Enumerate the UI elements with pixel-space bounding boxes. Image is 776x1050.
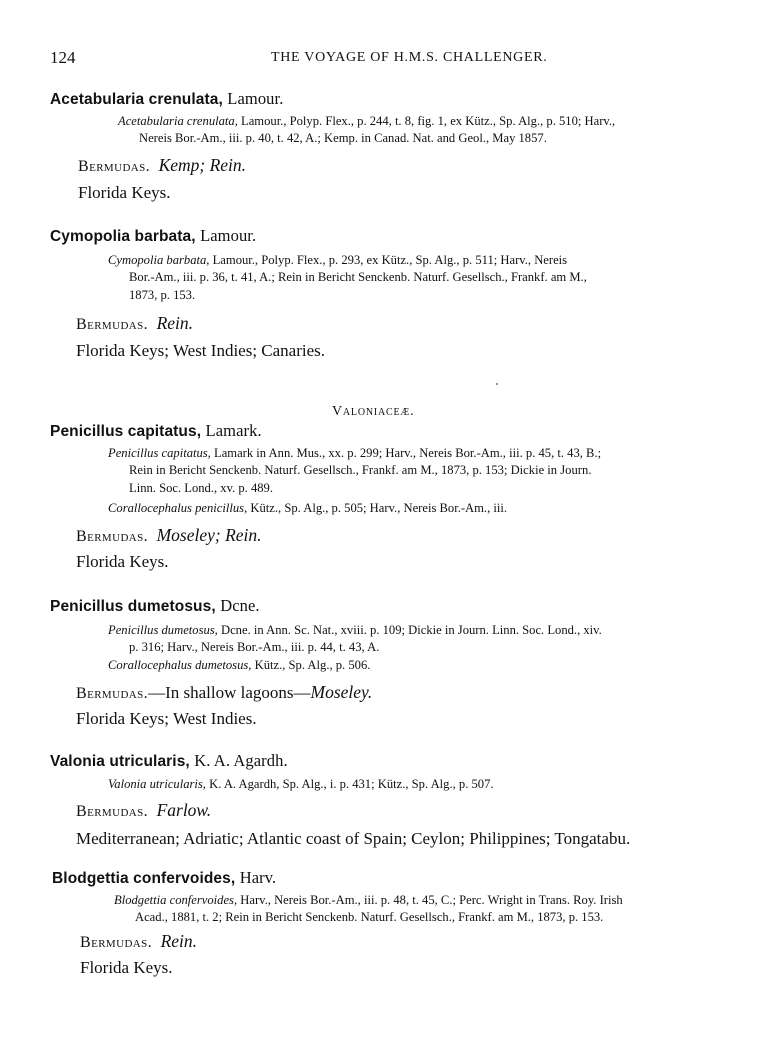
species-authority: K. A. Agardh. bbox=[194, 751, 288, 770]
locality-label: Bermudas. bbox=[76, 685, 149, 702]
reference-block bbox=[114, 892, 623, 927]
reference-block bbox=[118, 113, 615, 148]
locality-label: Bermudas. bbox=[78, 158, 151, 175]
locality-primary bbox=[76, 525, 262, 546]
locality-primary bbox=[76, 313, 193, 334]
locality-primary bbox=[76, 682, 372, 703]
locality-label: Bermudas. bbox=[76, 316, 149, 333]
reference-line: K. A. Agardh, Sp. Alg., i. p. 431; Kütz., Sp. Alg., p. 507. bbox=[209, 777, 494, 791]
reference-line: Harv., Nereis Bor.-Am., iii. p. 48, t. 45, C.; Perc. Wright in Trans. Roy. Irish bbox=[240, 893, 623, 907]
habitat-note: —In shallow lagoons— bbox=[148, 683, 311, 702]
species-name bbox=[50, 89, 283, 109]
running-title: THE VOYAGE OF H.M.S. CHALLENGER. bbox=[271, 50, 548, 65]
reference-line: Nereis Bor.-Am., iii. p. 40, t. 42, A.; Kemp. in Canad. Nat. and Geol., May 1857. bbox=[139, 131, 547, 146]
reference-block bbox=[108, 445, 601, 497]
reference-block bbox=[108, 500, 507, 517]
locality-secondary: Florida Keys; West Indies; Canaries. bbox=[76, 341, 326, 360]
species-binomial: Acetabularia crenulata, bbox=[50, 91, 223, 108]
print-speck bbox=[496, 383, 498, 385]
collector-names: Moseley; Rein. bbox=[156, 525, 262, 545]
species-binomial: Valonia utricularis, bbox=[50, 753, 190, 770]
reference-line: Bor.-Am., iii. p. 36, t. 41, A.; Rein in Bericht Senckenb. Naturf. Gesellsch., Frankf. am M., bbox=[129, 270, 587, 285]
synonym: Penicillus capitatus, bbox=[108, 446, 211, 460]
locality-secondary: Florida Keys. bbox=[76, 552, 169, 571]
species-binomial: Cymopolia barbata, bbox=[50, 228, 196, 245]
synonym: Corallocephalus dumetosus, bbox=[108, 658, 252, 672]
reference-line: Lamark in Ann. Mus., xx. p. 299; Harv., Nereis Bor.-Am., iii. p. 45, t. 43, B.; bbox=[214, 446, 602, 460]
species-authority: Harv. bbox=[239, 868, 277, 887]
reference-block bbox=[108, 622, 602, 657]
species-binomial: Blodgettia confervoides, bbox=[52, 870, 236, 887]
synonym: Acetabularia crenulata, bbox=[118, 114, 238, 128]
species-name bbox=[50, 421, 262, 441]
reference-block bbox=[108, 252, 587, 304]
locality-primary bbox=[80, 931, 197, 952]
reference-line: Lamour., Polyp. Flex., p. 244, t. 8, fig. 1, ex Kütz., Sp. Alg., p. 510; Harv., bbox=[241, 114, 616, 128]
species-authority: Lamour. bbox=[200, 226, 257, 245]
collector-names: Rein. bbox=[156, 313, 194, 333]
reference-line: Lamour., Polyp. Flex., p. 293, ex Kütz., Sp. Alg., p. 511; Harv., Nereis bbox=[212, 253, 568, 267]
locality-primary bbox=[76, 800, 211, 821]
reference-block bbox=[108, 657, 370, 674]
page-number: 124 bbox=[50, 48, 76, 67]
synonym: Cymopolia barbata, bbox=[108, 253, 210, 267]
locality-secondary: Florida Keys. bbox=[80, 958, 173, 977]
reference-line: Kütz., Sp. Alg., p. 506. bbox=[254, 658, 371, 672]
reference-line: Kütz., Sp. Alg., p. 505; Harv., Nereis Bor.-Am., iii. bbox=[250, 501, 508, 515]
family-heading: Valoniaceæ. bbox=[332, 404, 415, 419]
species-binomial: Penicillus dumetosus, bbox=[50, 598, 216, 615]
reference-line: 1873, p. 153. bbox=[129, 287, 196, 302]
synonym: Valonia utricularis, bbox=[108, 777, 206, 791]
locality-label: Bermudas. bbox=[76, 528, 149, 545]
synonym: Penicillus dumetosus, bbox=[108, 623, 218, 637]
collector-names: Rein. bbox=[160, 931, 198, 951]
reference-line: Linn. Soc. Lond., xv. p. 489. bbox=[129, 480, 274, 495]
species-name bbox=[50, 226, 256, 246]
reference-block bbox=[108, 776, 494, 793]
species-authority: Lamour. bbox=[227, 89, 284, 108]
synonym: Blodgettia confervoides, bbox=[114, 893, 238, 907]
species-authority: Dcne. bbox=[220, 596, 260, 615]
locality-secondary: Florida Keys. bbox=[78, 183, 171, 202]
reference-line: Dcne. in Ann. Sc. Nat., xviii. p. 109; Dickie in Journ. Linn. Soc. Lond., xiv. bbox=[221, 623, 602, 637]
locality-secondary: Mediterranean; Adriatic; Atlantic coast of Spain; Ceylon; Philippines; Tongatabu. bbox=[76, 829, 631, 848]
species-name bbox=[50, 596, 260, 616]
species-name bbox=[50, 751, 288, 771]
collector-names: Moseley. bbox=[310, 682, 373, 702]
synonym: Corallocephalus penicillus, bbox=[108, 501, 248, 515]
reference-line: Acad., 1881, t. 2; Rein in Bericht Senckenb. Naturf. Gesellsch., Frankf. am M., 1873, p. 153. bbox=[135, 910, 604, 925]
locality-label: Bermudas. bbox=[80, 934, 153, 951]
species-authority: Lamark. bbox=[205, 421, 262, 440]
locality-secondary: Florida Keys; West Indies. bbox=[76, 709, 257, 728]
collector-names: Kemp; Rein. bbox=[158, 155, 247, 175]
locality-label: Bermudas. bbox=[76, 803, 149, 820]
running-head bbox=[0, 48, 776, 68]
reference-line: Rein in Bericht Senckenb. Naturf. Gesellsch., Frankf. am M., 1873, p. 153; Dickie in Journ. bbox=[129, 463, 592, 478]
reference-line: p. 316; Harv., Nereis Bor.-Am., iii. p. 44, t. 43, A. bbox=[129, 640, 380, 655]
species-name bbox=[52, 868, 276, 888]
locality-primary bbox=[78, 155, 246, 176]
collector-names: Farlow. bbox=[156, 800, 212, 820]
species-binomial: Penicillus capitatus, bbox=[50, 423, 202, 440]
